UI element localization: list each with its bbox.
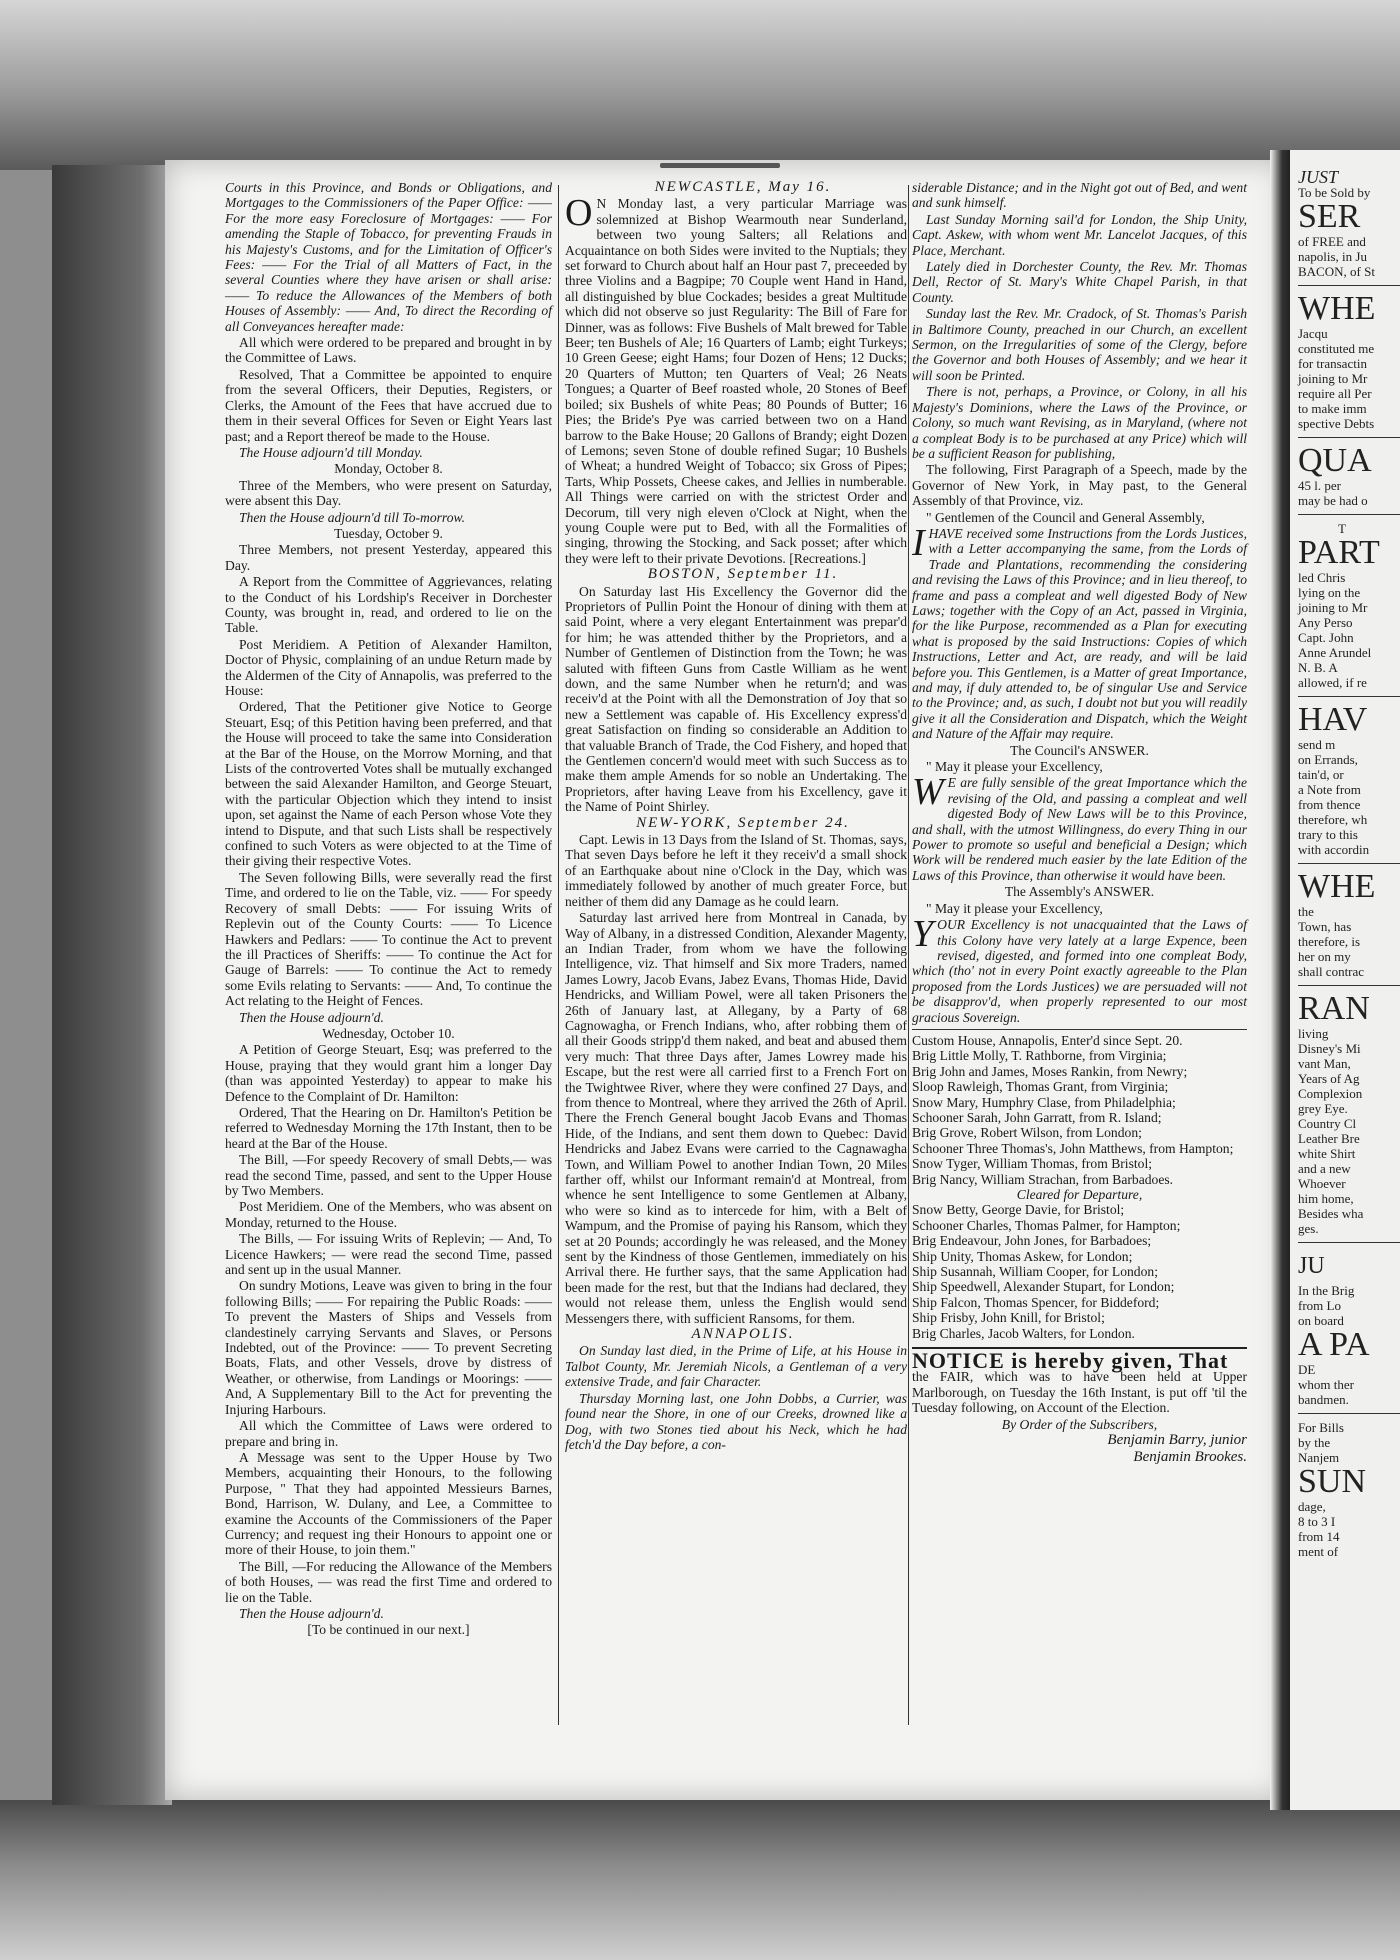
adjacent-line: Jacqu <box>1298 326 1328 341</box>
news-paragraph: On Sunday last died, in the Prime of Life, at his House in Talbot County, Mr. Jeremiah Nicols, a Gentleman of a very extensive Trade, and fair Character. <box>565 1343 907 1390</box>
ship-entry: Brig Little Molly, T. Rathborne, from Virginia; <box>912 1048 1167 1064</box>
news-paragraph: Capt. Lewis in 13 Days from the Island of St. Thomas, says, That seven Days before he left it they receiv'd a small shock of an Earthquake about nine o'Clock in the Day, which was immediately followed by another of much greater Force, but neither of them did any Damage as he could learn. <box>565 832 907 909</box>
proceedings-paragraph: All which the Committee of Laws were ordered to prepare and bring in. <box>225 1418 552 1449</box>
adjacent-line: therefore, wh <box>1298 812 1368 827</box>
adjournment-note: Then the House adjourn'd till To-morrow. <box>239 509 465 525</box>
adjacent-line: grey Eye. <box>1298 1101 1348 1116</box>
adjacent-line: lying on the <box>1298 585 1361 600</box>
cleared-heading: Cleared for Departure, <box>1016 1187 1143 1202</box>
adjacent-line: from Lo <box>1298 1298 1341 1313</box>
proceedings-paragraph: The Seven following Bills, were severally read the first Time, and ordered to lie on the Table, viz. —— For speedy Recovery of small Debts: —— For issuing Writs of Replevin out of the County Courts: —— To Licence Hawkers and Pedlars: —— To continue the Act to prevent the ill Practices of Sheriffs: —— To continue the Act for Gauge of Barrels: —— To continue the Act to remedy some Evils relating to Servants: —— And, To continue the Act relating to the Height of Fences. <box>225 869 552 1009</box>
adjacent-line: on Errands, <box>1298 752 1358 767</box>
local-paragraph: Lately died in Dorchester County, the Rev. Mr. Thomas Dell, Rector of St. Mary's White Chapel Parish, in that County. <box>912 259 1247 305</box>
answer-salutation: " May it please your Excellency, <box>926 759 1103 775</box>
adjacent-line: T <box>1338 521 1346 536</box>
adjournment-note: Then the House adjourn'd. <box>239 1605 384 1621</box>
ship-cleared: Schooner Charles, Thomas Palmer, for Hampton; <box>912 1217 1181 1233</box>
adjacent-line: tain'd, or <box>1298 767 1344 782</box>
adjacent-line: Complexion <box>1298 1086 1363 1101</box>
adjacent-line: to make imm <box>1298 401 1367 416</box>
adjacent-line: JU <box>1298 1253 1325 1279</box>
adjacent-line: To be Sold by <box>1298 185 1371 200</box>
date-heading: Wednesday, October 10. <box>322 1025 455 1041</box>
adjacent-page-cropped <box>1290 150 1400 1810</box>
adjacent-line: SER <box>1298 198 1361 235</box>
shipping-list <box>912 1029 1247 1341</box>
speech-body: HAVE received some Instructions from the Lords Justices, with a Letter accompanying the same, from the Lords of Trade and Plantations, recommending the considering and revising the Laws of this Province; and in lieu thereof, to frame and pass a compleat and well digested Body of New Laws; together with the Copy of an Act, passed in Virginia, for the like Purpose, recommended as a Plan for executing what is proposed by the said Instructions: Copies of which Instructions, Letter and Act, are ready, and will be laid before you. This Gentlemen, is a Matter of great Importance, and may, if duly attended to, be of singular Use and Service to the Province; and, as such, I doubt not but you will readily give it all the Consideration and Dispatch, which the Weight and Nature of the Affair may require. <box>912 525 1247 742</box>
adjacent-line: her on my <box>1298 949 1351 964</box>
proceedings-paragraph: Ordered, That the Hearing on Dr. Hamilton's Petition be referred to Wednesday Morning the 17th Instant, then to be heard at the Bar of the House. <box>225 1104 552 1151</box>
adjacent-line: by the <box>1298 1435 1331 1450</box>
dateline-new-york: NEW-YORK, September 24. <box>636 814 850 831</box>
column-news <box>565 180 907 1453</box>
adjacent-line: of FREE and <box>1298 234 1366 249</box>
council-answer-body: E are fully sensible of the great Importance which the revising of the Old, and passing a compleat and well digested Body of New Laws will be to this Province, and shall, with the utmost Willingness, do every Thing in our Power to promote so useful and beneficial a Design; which Work will be rendered much easier by the late Edition of the Laws of this Province, than otherwise it would have been. <box>912 775 1247 883</box>
adjacent-line: Town, has <box>1298 919 1352 934</box>
adjacent-line: led Chris <box>1298 570 1346 585</box>
ship-entry: Snow Mary, Humphry Clase, from Philadelphia; <box>912 1094 1176 1110</box>
adjacent-line: living <box>1298 1026 1329 1041</box>
scan-background-top <box>0 0 1400 170</box>
local-paragraph: There is not, perhaps, a Province, or Colony, in all his Majesty's Dominions, where the Laws of the Province, or Colony, so much want Revising, as in Maryland, (where not a compleat Body is to be purchased at any Price) which will be a sufficient Reason for publishing, <box>912 384 1247 461</box>
adjacent-line: for transactin <box>1298 356 1367 371</box>
column-house-proceedings <box>225 180 552 1639</box>
ship-cleared: Ship Frisby, John Knill, for Bristol; <box>912 1310 1105 1326</box>
ship-cleared: Ship Unity, Thomas Askew, for London; <box>912 1248 1133 1264</box>
adjacent-line: trary to this <box>1298 827 1358 842</box>
adjacent-line: PART <box>1298 534 1380 571</box>
adjacent-line: constituted me <box>1298 341 1375 356</box>
ship-cleared: Snow Betty, George Davie, for Bristol; <box>912 1202 1125 1218</box>
page-top-ornament <box>660 163 780 168</box>
ship-entry: Sloop Rawleigh, Thomas Grant, from Virginia; <box>912 1079 1169 1095</box>
drop-cap-w: W <box>912 771 944 814</box>
adjacent-page-text <box>1290 150 1400 1559</box>
adjacent-line: the <box>1298 904 1314 919</box>
column-rule-1 <box>558 185 559 1725</box>
drop-cap-y: Y <box>912 913 934 956</box>
proceedings-paragraph: Ordered, That the Petitioner give Notice to George Steuart, Esq; of this Petition having been preferred, and that the House will proceed to take the same into Consideration at the Bar of the House, on the Morrow Morning, and that Lists of the controverted Votes shall be mutually exchanged between the said Alexander Hamilton, and George Steuart, with the particular Objection which they intend to insist upon, set against the Name of each Person whose Vote they intend to Dispute, and that such Lists shall be respectively confined to such Voters as were objected to at the Time of their giving their respective Votes. <box>225 699 552 869</box>
adjacent-line: and a new <box>1298 1161 1351 1176</box>
dateline-annapolis: ANNAPOLIS. <box>691 1326 795 1343</box>
ship-entry: Snow Tyger, William Thomas, from Bristol; <box>912 1156 1152 1172</box>
continued-note: [To be continued in our next.] <box>307 1622 470 1638</box>
adjacent-line: JUST <box>1298 167 1338 187</box>
adjacent-line: shall contrac <box>1298 964 1365 979</box>
assembly-answer-heading: The Assembly's ANSWER. <box>1004 884 1155 900</box>
adjacent-line: Nanjem <box>1298 1450 1340 1465</box>
proceedings-paragraph: Three Members, not present Yesterday, appeared this Day. <box>225 542 552 573</box>
news-paragraph: On Saturday last His Excellency the Governor did the Proprietors of Pullin Point the Honour of dining with them at said Point, where a very elegant Entertainment was prepar'd for him; he was attended thither by the Proprietors, and a Number of Gentlemen of Distinction from the Town; he was saluted with fifteen Guns from Castle William as he went down, and the same Number when he return'd; and was receiv'd at the Point with all the Demonstration of Joy that so new a Settlement was capable of. His Excellency express'd great Satisfaction on finding so considerable an Addition to that valuable Branch of Trade, the Cod Fishery, and hoped that the Gentlemen concern'd would meet with such Success as to make them ample Amends for so noble an Undertaking. The Proprietors, after having Leave from his Excellency, gave it the Name of Point Shirley. <box>565 583 907 815</box>
adjacent-line: vant Man, <box>1298 1056 1351 1071</box>
custom-house-heading: Custom House, Annapolis, Enter'd since Sept. 20. <box>912 1032 1183 1048</box>
adjacent-line: Anne Arundel <box>1298 645 1372 660</box>
adjacent-line: him home, <box>1298 1191 1354 1206</box>
ship-entry: Schooner Sarah, John Garratt, from R. Island; <box>912 1109 1162 1125</box>
proceedings-paragraph: Resolved, That a Committee be appointed to enquire from the several Officers, their Deputies, Registers, or Clerks, the Amount of the Fees that have accrued due to them in their several Offices for Seven or Eight Years last past; and a Report thereof be made to the House. <box>225 366 552 444</box>
ship-entry: Schooner Three Thomas's, John Matthews, from Hampton; <box>912 1140 1234 1156</box>
adjacent-line: ges. <box>1298 1221 1319 1236</box>
adjacent-line: HAV <box>1298 701 1368 738</box>
local-paragraph: siderable Distance; and in the Night got out of Bed, and went and sunk himself. <box>912 180 1247 211</box>
speech-text <box>912 521 1247 742</box>
proceedings-paragraph: A Message was sent to the Upper House by Two Members, acquainting their Honours, to the following Purpose, " That they had appointed Messieurs Barnes, Bond, Harrison, W. Dulany, and Lee, a Committee to examine the Accounts of the Commissioners of the Paper Currency; and request ing their Honours to appoint one or more of their House, to join them." <box>225 1449 552 1558</box>
local-paragraph: Sunday last the Rev. Mr. Cradock, of St. Thomas's Parish in Baltimore County, preached in our Church, an excellent Sermon, on the Irregularities of some of the Clergy, before the Governor and both Houses of Assembly; and we hear it will soon be Printed. <box>912 306 1247 383</box>
news-paragraph: Saturday last arrived here from Montreal in Canada, by Way of Albany, in a distressed Condition, Alexander Magenty, an Indian Trader, from whom we have the following Intelligence, viz. That himself and Six more Traders, named James Lowry, Jacob Evans, Jabez Evans, Thomas Hide, David Hendricks, and William Powel, were all taken Prisoners the 26th of January last, at Allegany, by a Party of 68 Cagnowagha, or French Indians, who, after robbing them of all their Goods stripp'd them naked, and beat and abused them very much: That three Days after, James Lowrey made his Escape, but the rest were all carried first to a French Fort on the Twightwee River, where they were confined 27 Days, and from thence to Montreal, where they arrived the 26th of April. There the French General bought Jacob Evans and Thomas Hide, of the Indians, and sent them down to Quebec: David Hendricks and Jabez Evans were carried to the Cagnawagha Town, and William Powel to another Indian Town, 20 Miles farther off, whilst our Informant remain'd at Montreal, from whence he sent Intelligence to some Gentlemen at Albany, who were so kind as to intercede for him, with a Belt of Wampum, and the Promise of paying his Ransom, which they set at 20 Pounds; accordingly he was released, and the Money sent by the Kindness of those Gentlemen, immediately on his Arrival there. He further says, that the same Application had been made for the rest, but that the Indians had declared, they would not release them, unless the English would send Messengers there, with sufficient Ransoms, for them. <box>565 910 907 1326</box>
adjacent-line: may be had o <box>1298 493 1368 508</box>
ship-cleared: Ship Susannah, William Cooper, for London; <box>912 1264 1158 1280</box>
adjacent-line: spective Debts <box>1298 416 1375 431</box>
fair-notice <box>912 1347 1247 1465</box>
adjacent-line: send m <box>1298 737 1336 752</box>
council-answer-text <box>912 771 1247 883</box>
adjacent-line: WHE <box>1298 290 1376 327</box>
adjacent-line: whom ther <box>1298 1377 1354 1392</box>
adjournment-note: The House adjourn'd till Monday. <box>239 444 423 460</box>
proceedings-paragraph: Courts in this Province, and Bonds or Obligations, and Mortgages to the Commissioners of the Paper Office: —— For the more easy Foreclosure of Mortgages: —— For amending the Staple of Tobacco, for preventing Frauds in his Majesty's Customs, and for the Limitation of Officer's Fees: —— For the Trial of all Matters of Fact, in the several Counties where they have arisen or shall arise: —— To reduce the Allowances of the Members of both Houses of Assembly: —— And, To direct the Recording of all Conveyances hereafter made: <box>225 180 552 334</box>
adjacent-line: SUN <box>1298 1463 1367 1500</box>
notice-order: By Order of the Subscribers, <box>1001 1416 1158 1432</box>
ship-cleared: Brig Charles, Jacob Walters, for London. <box>912 1325 1135 1341</box>
adjacent-line: with accordin <box>1298 842 1370 857</box>
ship-cleared: Ship Falcon, Thomas Spencer, for Biddeford; <box>912 1294 1160 1310</box>
adjacent-line: 45 l. per <box>1298 478 1341 493</box>
adjacent-line: dage, <box>1298 1499 1326 1514</box>
local-paragraph: The following, First Paragraph of a Speech, made by the Governor of New York, in May past, to the General Assembly of that Province, viz. <box>912 462 1247 509</box>
adjacent-line: on board <box>1298 1313 1344 1328</box>
adjacent-line: A PA <box>1298 1326 1370 1363</box>
adjacent-line: Country Cl <box>1298 1116 1357 1131</box>
answer-salutation: " May it please your Excellency, <box>926 900 1103 916</box>
signature-barry: Benjamin Barry, junior <box>1107 1432 1247 1449</box>
adjacent-line: joining to Mr <box>1298 600 1368 615</box>
assembly-answer-body: OUR Excellency is not unacquainted that the Laws of this Colony have very lately at a large Expence, been revised, digested, and formed into one compleat Body, which (tho' not in every Point exactly agreeable to the Plan proposed from the Lords Justices) we are persuaded will not be disapprov'd, when properly represented to our most gracious Sovereign. <box>912 917 1247 1025</box>
proceedings-paragraph: The Bill, —For speedy Recovery of small Debts,— was read the second Time, passed, and sent to the Upper House by Two Members. <box>225 1152 552 1198</box>
adjacent-line: allowed, if re <box>1298 675 1367 690</box>
ship-entry: Brig John and James, Moses Rankin, from Newry; <box>912 1063 1188 1079</box>
adjacent-line: DE <box>1298 1362 1316 1377</box>
adjacent-line: 8 to 3 I <box>1298 1514 1336 1529</box>
news-text: N Monday last, a very particular Marriage was solemnized at Bishop Wearmouth near Sunderland, between two young Salters; all Relations and Acquaintance on both Sides were invited to the Nuptials; they set forward to Church about half an Hour past 7, preceeded by three Violins and a Bagpipe; 70 Couple went Hand in Hand, all distinguished by blue Cockades; besides a great Multitude which did not observe so just Regularity: The Bill of Fare for Dinner, was as follows: Five Bushels of Malt brewed for Table Beer; ten Bushels of Ale; 16 Quarters of Lamb; eight Turkeys; 10 Green Geese; eight Hams; four Dozen of Hens; 12 Ducks; 20 Quarters of Mutton; ten Quarters of Veal; 26 Neats Tongues; a Quarter of Beef roasted whole, 20 Stones of Beef boiled; six Bushels of white Peas; 80 Pounds of Butter; 16 Pies; the Bride's Pye was carried between two on a Hand barrow to the Bake House; 20 Gallons of Brandy; eight Dozen of Lemons; seven Stone of double refined Sugar; 10 Bushels of Wheat; a hundred Weight of Tobacco; six Gross of Pipes; Tarts, Whip Possets, Cheese cakes, and Jellies in numberable. All Things were carried on with the strictest Order and Decorum, till very nigh eleven o'Clock at Night, when the young Couple were put to Bed, with all the Formalities of singing, throwing the Stocking, and Sack posset; after which they were left to their private Devotions. [Recreations.] <box>565 196 907 566</box>
notice-text: the FAIR, which was to have been held at Upper Marlborough, on Tuesday the 16th Instant, is put off 'til the Tuesday following, on Account of the Election. <box>912 1369 1247 1416</box>
ship-entry: Brig Nancy, William Strachan, from Barbadoes. <box>912 1171 1174 1187</box>
assembly-answer-text <box>912 913 1247 1025</box>
proceedings-paragraph: A Report from the Committee of Aggrievances, relating to the Conduct of his Lordship's Receiver in Dorchester County, was brought in, read, and ordered to lie on the Table. <box>225 574 552 636</box>
adjacent-line: bandmen. <box>1298 1392 1349 1407</box>
proceedings-paragraph: Post Meridiem. A Petition of Alexander Hamilton, Doctor of Physic, complaining of an undue Return made by the Aldermen of the City of Annapolis, was preferred to the House: <box>225 636 552 698</box>
adjacent-line: Disney's Mi <box>1298 1041 1361 1056</box>
adjacent-line: Besides wha <box>1298 1206 1364 1221</box>
adjacent-line: Years of Ag <box>1298 1071 1360 1086</box>
ship-cleared: Brig Endeavour, John Jones, for Barbadoes; <box>912 1233 1152 1249</box>
book-page-edges <box>52 165 172 1805</box>
council-answer-heading: The Council's ANSWER. <box>1010 742 1149 758</box>
adjacent-line: Leather Bre <box>1298 1131 1360 1146</box>
adjacent-line: from thence <box>1298 797 1361 812</box>
adjacent-line: Whoever <box>1298 1176 1346 1191</box>
proceedings-paragraph: Post Meridiem. One of the Members, who was absent on Monday, returned to the House. <box>225 1199 552 1230</box>
news-paragraph <box>565 192 907 566</box>
drop-cap-o: O <box>565 192 593 235</box>
adjacent-line: Any Perso <box>1298 615 1353 630</box>
adjacent-line: In the Brig <box>1298 1283 1355 1298</box>
adjournment-note: Then the House adjourn'd. <box>239 1009 384 1025</box>
adjacent-line: Capt. John <box>1298 630 1354 645</box>
local-paragraph: Last Sunday Morning sail'd for London, the Ship Unity, Capt. Askew, with whom went Mr. Lancelot Jacques, of this Place, Merchant. <box>912 211 1247 258</box>
ship-entry: Brig Grove, Robert Wilson, from London; <box>912 1125 1142 1141</box>
speech-salutation: " Gentlemen of the Council and General Assembly, <box>926 509 1205 525</box>
column-local <box>912 180 1247 1466</box>
adjacent-line: a Note from <box>1298 782 1361 797</box>
adjacent-line: require all Per <box>1298 386 1372 401</box>
adjacent-line: QUA <box>1298 442 1372 479</box>
ship-cleared: Ship Speedwell, Alexander Stupart, for London; <box>912 1279 1175 1295</box>
drop-cap-i: I <box>912 521 925 564</box>
column-rule-2 <box>908 185 909 1725</box>
date-heading: Monday, October 8. <box>334 461 443 477</box>
adjacent-line: N. B. A <box>1298 660 1338 675</box>
news-paragraph: Thursday Morning last, one John Dobbs, a Currier, was found near the Shore, in one of our Creeks, drowned like a Dog, with two Stones tied about his Neck, which he had fetch'd the Day before, a con- <box>565 1390 907 1452</box>
adjacent-line: joining to Mr <box>1298 371 1368 386</box>
notice-headline: NOTICE is hereby given, That <box>912 1348 1229 1374</box>
adjacent-line: therefore, is <box>1298 934 1361 949</box>
adjacent-line: WHE <box>1298 868 1376 905</box>
adjacent-line: from 14 <box>1298 1529 1340 1544</box>
proceedings-paragraph: The Bills, — For issuing Writs of Replevin; — And, To Licence Hawkers; — were read the second Time, passed and sent up in the usual Manner. <box>225 1231 552 1278</box>
adjacent-line: For Bills <box>1298 1420 1344 1435</box>
scan-background-bottom <box>0 1800 1400 1960</box>
proceedings-paragraph: A Petition of George Steuart, Esq; was preferred to the House, praying that they would grant him a longer Day (than was appointed Yesterday) to appear to make his Defence to the Complaint of Dr. Hamilton: <box>225 1042 552 1104</box>
proceedings-paragraph: All which were ordered to be prepared and brought in by the Committee of Laws. <box>225 335 552 366</box>
adjacent-line: napolis, in Ju <box>1298 249 1367 264</box>
dateline-newcastle: NEWCASTLE, May 16. <box>654 179 832 195</box>
proceedings-paragraph: On sundry Motions, Leave was given to bring in the four following Bills; —— For repairing the Public Roads: —— To prevent the Masters of Ships and Vessels from clandestinely carrying Servants and Slaves, or Persons Indebted, out of the Province: —— To prevent Secreting Boats, Flats, and other Vessels, drove by distress of Weather, or otherwise, from Landings or Moorings: —— And, A Supplementary Bill to the Act for preventing the Injuring Harbours. <box>225 1278 552 1417</box>
date-heading: Tuesday, October 9. <box>334 525 443 541</box>
dateline-boston: BOSTON, September 11. <box>647 566 839 583</box>
proceedings-paragraph: Three of the Members, who were present on Saturday, were absent this Day. <box>225 477 552 509</box>
proceedings-paragraph: The Bill, —For reducing the Allowance of the Members of both Houses, — was read the first Time and ordered to lie on the Table. <box>225 1558 552 1605</box>
adjacent-line: white Shirt <box>1298 1146 1356 1161</box>
book-gutter <box>1270 150 1290 1810</box>
adjacent-line: BACON, of St <box>1298 264 1375 279</box>
adjacent-line: RAN <box>1298 990 1370 1027</box>
signature-brookes: Benjamin Brookes. <box>1133 1448 1247 1465</box>
adjacent-line: ment of <box>1298 1544 1339 1559</box>
